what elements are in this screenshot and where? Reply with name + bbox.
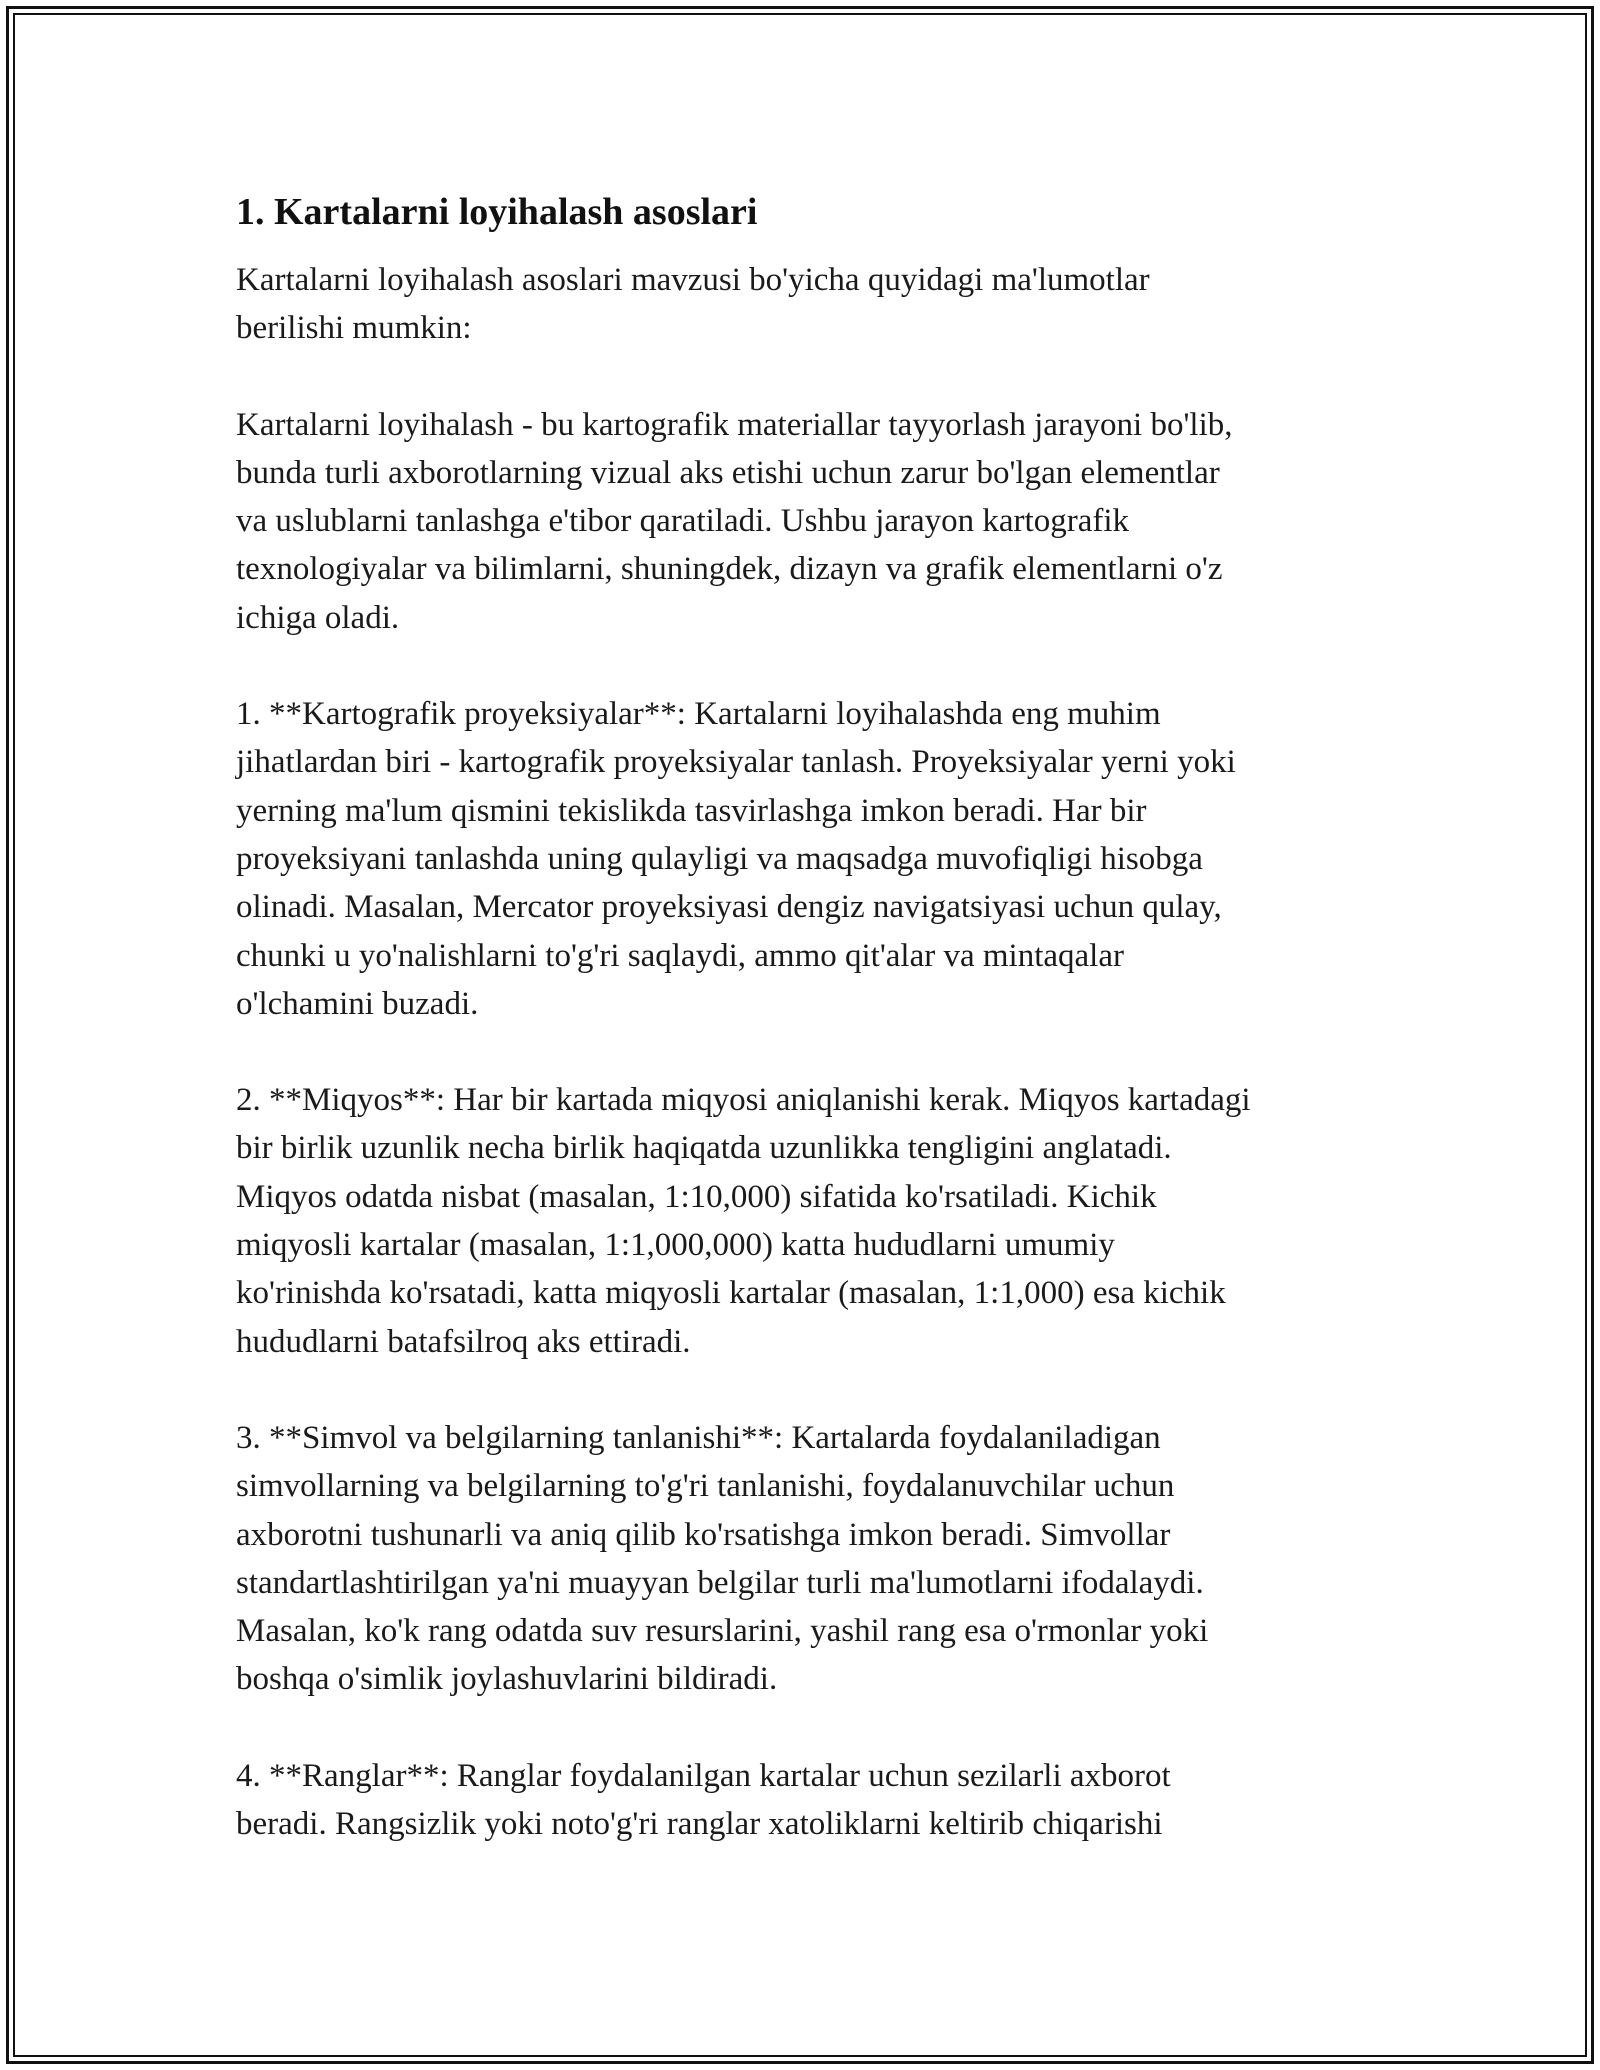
- document-body: [236, 186, 1386, 1848]
- list-item-colors: 4. **Ranglar**: Ranglar foydalanilgan kartalar uchun sezilarli axborot beradi. Rangsizlik yoki noto'g'ri ranglar xatoliklarni keltirib chiqarishi: [236, 1757, 1171, 1843]
- list-item-projections: 1. **Kartografik proyeksiyalar**: Kartalarni loyihalashda eng muhim jihatlardan biri - kartografik proyeksiyalar tanlash. Proyeksiyalar yerni yoki yerning ma'lum qismini tekislikda tasvirlashga imkon beradi. Har bir proyeksiyani tanlashda uning qulayligi va maqsadga muvofiqligi hisobga olinadi. Masalan, Mercator proyeksiyasi dengiz navigatsiyasi uchun qulay, chunki u yo'nalishlarni to'g'ri saqlaydi, ammo qit'alar va mintaqalar o'lchamini buzadi.: [236, 696, 1236, 1022]
- list-item-scale: 2. **Miqyos**: Har bir kartada miqyosi aniqlanishi kerak. Miqyos kartadagi bir birlik uzunlik necha birlik haqiqatda uzunlikka tengligini anglatadi. Miqyos odatda nisbat (masalan, 1:10,000) sifatida ko'rsatiladi. Kichik miqyosli kartalar (masalan, 1:1,000,000) katta hududlarni umumiy ko'rinishda ko'rsatadi, katta miqyosli kartalar (masalan, 1:1,000) esa kichik hududlarni batafsilroq aks ettiradi.: [236, 1082, 1251, 1360]
- list-item-symbols: 3. **Simvol va belgilarning tanlanishi**: Kartalarda foydalaniladigan simvollarning va belgilarning to'g'ri tanlanishi, foydalanuvchilar uchun axborotni tushunarli va aniq qilib ko'rsatishga imkon beradi. Simvollar standartlashtirilgan ya'ni muayyan belgilar turli ma'lumotlarni ifodalaydi. Masalan, ko'k rang odatda suv resurslarini, yashil rang esa o'rmonlar yoki boshqa o'simlik joylashuvlarini bildiradi.: [236, 1419, 1209, 1698]
- definition-paragraph: Kartalarni loyihalash - bu kartografik materiallar tayyorlash jarayoni bo'lib, bunda turli axborotlarning vizual aks etishi uchun zarur bo'lgan elementlar va uslublarni tanlashga e'tibor qaratiladi. Ushbu jarayon kartografik texnologiyalar va bilimlarni, shuningdek, dizayn va grafik elementlarni o'z ichiga oladi.: [236, 406, 1233, 636]
- intro-paragraph: Kartalarni loyihalash asoslari mavzusi bo'yicha quyidagi ma'lumotlar berilishi mumkin:: [236, 262, 1150, 347]
- document-title: 1. Kartalarni loyihalash asoslari: [236, 191, 758, 233]
